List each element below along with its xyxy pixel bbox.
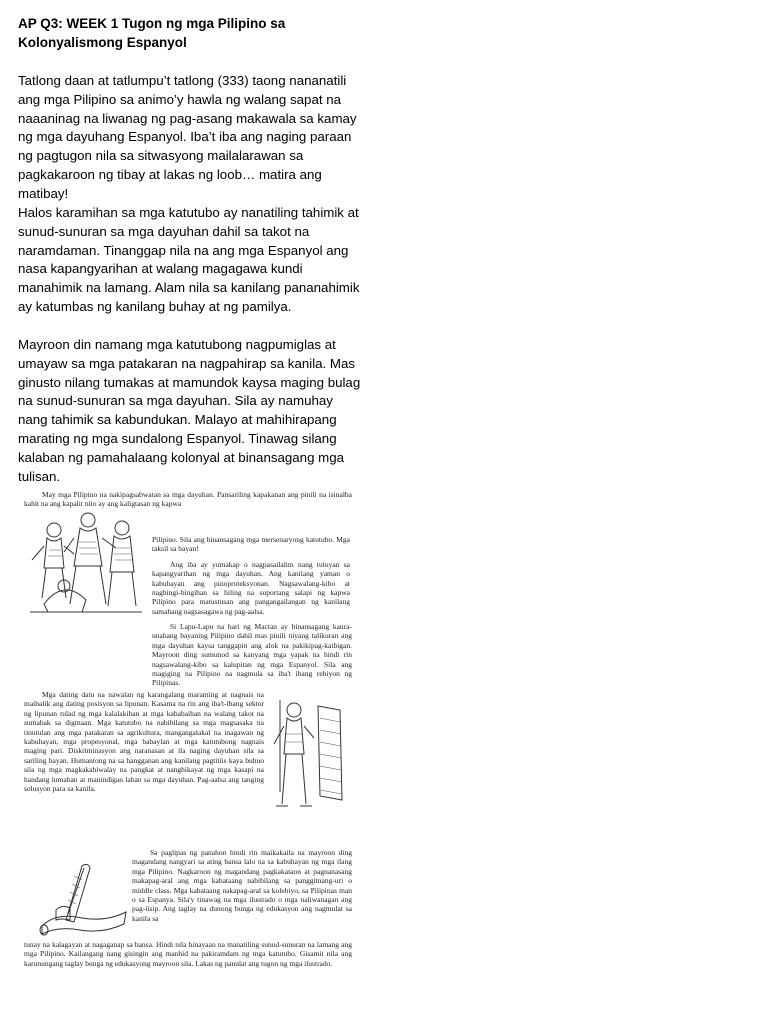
scan-text-5: Mga dating datu na nawalan ng karangalang maraming at nagnais na maibalik ang dating posisyon sa lipunan. Kasama na rin ang iba't-ibang sektor ng lipunan tulad ng mga kalalakihan at mga kababaihan na walang takot na sumabak sa digmaan. Mga katutubo na nabibilang sa mga magsasaka na tinutulan ang mga patakaran sa agrikultura, mangangalakal na inagawan ng kabuhayan, mga propesyonal, mga babaylan at mga katutubong nagnais maging pari. Diskriminasyon ang naranasan at ila naging dayuhan sila sa sariling bayan. Humantong na sa hangganan ang kanilang pagtitiis kaya buhuo sila ng mga magkakahiwalay na pangkat at nanghikayat ng mga kasapi na handang lumaban at manindigan laban sa mga dayuhan. Pag-aalsa ang tanging solusyon para sa kanila. — [24, 690, 264, 794]
scan-block-5 — [132, 848, 352, 923]
paragraph-2: Halos karamihan sa mga katutubo ay nanatiling tahimik at sunud-sunuran sa mga dayuhan dahil sa takot na naramdaman. Tinanggap nila na ang mga Espanyol ang nasa kapangyarihan at walang magagawa kundi manahimik na lamang. Alam nila sa kanilang pananahimik ay katumbas ng kanilang buhay at ng pamilya. — [18, 205, 360, 314]
header — [18, 14, 378, 52]
scan-block-1 — [24, 490, 352, 509]
scan-text-7: tunay na kalagayan at nagaganap sa bansa. Hindi nila hinayaan na manatiling sunud-sunuran na lamang ang mga Pilipino. Kailangang nang gisingin ang manhid na pakiramdam ng mga katutubo. Gisamit nila ang karunungang taglay bunga ng edukasyong mayroon sila. Lakas ng panulat ang tugon ng mga ilustrado. — [24, 940, 352, 968]
quill-and-scroll-illustration-icon — [36, 860, 132, 938]
captive-natives-illustration-icon — [24, 508, 146, 620]
scan-text-1: May mga Pilipino na nakipagsabwatan sa mga dayuhan. Pansariling kapakanan ang pinili na isinalba kahit na ang kapalit nito ay ang kaligtasan ng kapwa — [24, 490, 352, 509]
scan-block-2 — [152, 535, 350, 616]
native-warrior-with-shield-illustration-icon — [272, 696, 348, 816]
page-title: AP Q3: WEEK 1 Tugon ng mga Pilipino sa Kolonyalismong Espanyol — [18, 16, 286, 50]
scan-text-4: Si Lapu-Lapu na hari ng Mactan ay binansagang kaura-unahang bayaning Pilipino dahil mas pinili niyang talikuran ang mga dayuhan kaysa tanggapin ang alok na pakikipag-kaibigan. Mayroon ding sumunod sa kanyang mga yapak na hindi rin nagsawalang-kibo sa kalupitan ng mga Espanyol. Sila ang magiging na Pilipino na nagmula sa iba't ibang rehiyon ng Pilipinas. — [152, 622, 352, 688]
scanned-textbook-excerpt — [24, 482, 352, 992]
scan-text-3: Ang iba ay yumakap o nagpasailalim nang tuluyan sa kapangyarihan ng mga dayuhan. Ang kanilang yaman o kabuhayan ang pinoproteksyonan. Nagsawalang-kibo at naghingi-bingihan sa hiling na suportang salapi ng kapwa Pilipino para matustusan ang pangangailangan ng kanilang samahang nagsasagawa ng pag-aalsa. — [152, 559, 350, 616]
scan-block-3 — [24, 622, 352, 688]
scan-text-2: Pilipino. Sila ang binansagang mga mersenaryong katutubo. Mga taksil sa bayan! — [152, 535, 350, 554]
scan-block-4 — [24, 690, 264, 793]
scan-text-6: Sa paglipas ng panahon hindi rin maikakaila na mayroon ding magandang nangyari sa ating bansa lalo na sa kabuhayan ng mga ilang mga Pilipino. Nagkaroon ng magandang pagkakataon at pagnanasang makapag-aral ang mga kabataang nabibilang sa panggitnang-uri o middle class. Mga kabataang nakapag-aral sa kolehiyo, sa Pilipinas man o sa Espanya. Sila'y tinawag na mga ilustrado o mga naliwanagan ang pag-iisip. Ang taglay na dunong bunga ng edukasyon ang nagmulat sa kanila sa — [132, 848, 352, 923]
paragraph-1: Tatlong daan at tatlumpu’t tatlong (333) taong nananatili ang mga Pilipino sa animo’y hawla ng walang sapat na naaaninag na liwanag ng pag-asang makawala sa kamay ng mga dayuhang Espanyol. Iba’t iba ang naging paraan ng pagtugon nila sa sitwasyong mailalarawan sa pagkakaroon ng tibay at lakas ng loob… matira ang matibay! — [18, 73, 357, 201]
scan-block-6 — [24, 940, 352, 968]
paragraph-3: Mayroon din namang mga katutubong nagpumiglas at umayaw sa mga patakaran na nagpahirap sa kanila. Mas ginusto nilang tumakas at mamundok kaysa maging bulag na sunud-sunuran sa mga dayuhan. Sila ay namuhay nang tahimik sa kabundukan. Malayo at mahihirapang marating ng mga sundalong Espanyol. Tinawag silang kalaban ng pamahalaang kolonyal at binansagang mga tulisan. — [18, 337, 361, 484]
